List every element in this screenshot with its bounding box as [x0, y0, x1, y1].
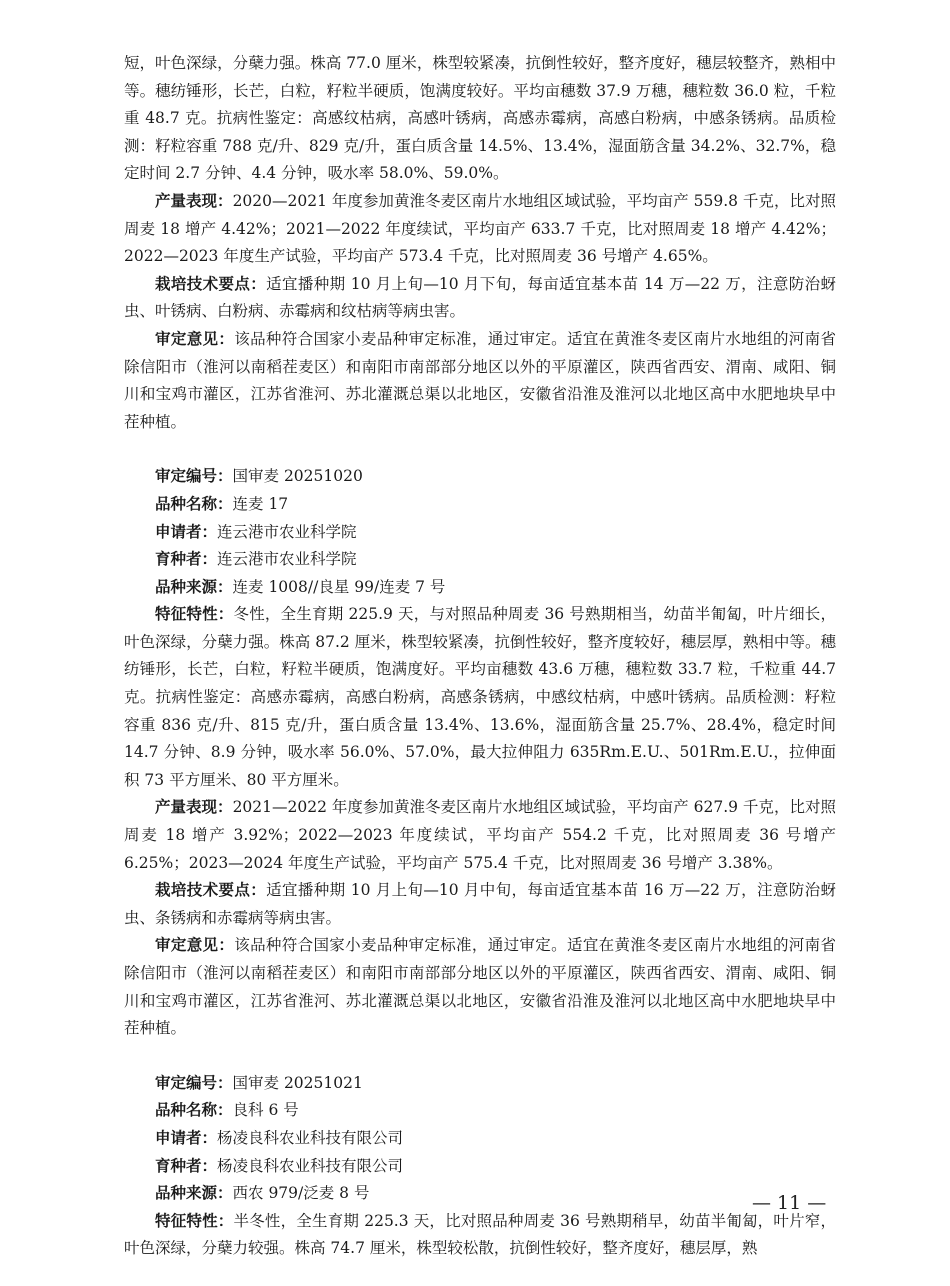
opinion-paragraph	[124, 932, 836, 1042]
source-value: 连麦 1008//良星 99/连麦 7 号	[232, 577, 446, 596]
approval-code-label: 审定编号：	[155, 467, 233, 486]
cultivation-label: 栽培技术要点：	[155, 274, 267, 293]
traits-paragraph	[124, 601, 836, 794]
breeder-value: 杨凌良科农业科技有限公司	[217, 1156, 404, 1175]
opinion-label: 审定意见：	[155, 936, 235, 955]
approval-code-value: 国审麦 20251021	[232, 1073, 363, 1092]
traits-label: 特征特性：	[155, 1211, 234, 1230]
source-label: 品种来源：	[155, 577, 233, 596]
traits-text: 半冬性，全生育期 225.3 天，比对照品种周麦 36 号熟期稍早，幼苗半匍匐，叶片窄，叶色深绿，分蘖力较强。株高 74.7 厘米，株型较松散，抗倒性较好，整齐度好，穗层厚，熟	[124, 1211, 836, 1258]
opinion-text: 该品种符合国家小麦品种审定标准，通过审定。适宜在黄淮冬麦区南片水地组的河南省除信阳市（淮河以南稻茬麦区）和南阳市南部部分地区以外的平原灌区，陕西省西安、渭南、咸阳、铜川和宝鸡市灌区，江苏省淮河、苏北灌溉总渠以北地区，安徽省沿淮及淮河以北地区高中水肥地块早中茬种植。	[124, 936, 836, 1038]
yield-text: 2021—2022 年度参加黄淮冬麦区南片水地组区域试验，平均亩产 627.9 千克，比对照周麦 18 增产 3.92%；2022—2023 年度续试，平均亩产 554.2 千克，比对照周麦 36 号增产 6.25%；2023—2024 年度生产试验，平均亩产 575.4 千克，比对照周麦 36 号增产 3.38%。	[124, 798, 836, 872]
opinion-paragraph	[124, 326, 836, 436]
variety-name-label: 品种名称：	[155, 1101, 233, 1120]
source-value: 西农 979/泛麦 8 号	[232, 1184, 370, 1203]
breeder-label: 育种者：	[155, 1156, 218, 1175]
cultivation-text: 适宜播种期 10 月上旬—10 月中旬，每亩适宜基本苗 16 万—22 万，注意防治蚜虫、条锈病和赤霉病等病虫害。	[124, 881, 836, 927]
approval-code-line	[124, 1070, 836, 1098]
traits-paragraph	[124, 1208, 836, 1263]
cultivation-paragraph	[124, 271, 836, 326]
breeder-value: 连云港市农业科学院	[217, 550, 357, 569]
breeder-line	[124, 1153, 836, 1181]
variety-name-value: 良科 6 号	[232, 1101, 299, 1120]
applicant-label: 申请者：	[155, 522, 218, 541]
breeder-line	[124, 546, 836, 574]
applicant-line	[124, 519, 836, 547]
yield-paragraph	[124, 188, 836, 271]
applicant-value: 连云港市农业科学院	[217, 522, 357, 541]
approval-code-line	[124, 463, 836, 491]
traits-text: 冬性，全生育期 225.9 天，与对照品种周麦 36 号熟期相当，幼苗半匍匐，叶片细长，叶色深绿，分蘖力强。株高 87.2 厘米，株型较紧凑，抗倒性较好，整齐度较好，穗层厚，熟相中等。穗纺锤形，长芒，白粒，籽粒半硬质，饱满度好。平均亩穗数 43.6 万穗，穗粒数 33.7 粒，千粒重 44.7 克。抗病性鉴定：高感赤霉病，高感白粉病，高感条锈病，中感纹枯病，中感叶锈病。品质检测：籽粒容重 836 克/升、815 克/升，蛋白质含量 13.4%、13.6%，湿面筋含量 25.7%、28.4%，稳定时间 14.7 分钟、8.9 分钟，吸水率 56.0%、57.0%，最大拉伸阻力 635Rm.E.U.、501Rm.E.U.，拉伸面积 73 平方厘米、80 平方厘米。	[124, 605, 836, 789]
source-line	[124, 1180, 836, 1208]
opinion-label: 审定意见：	[155, 329, 235, 348]
variety-entry-20251021	[124, 1070, 836, 1263]
variety-name-value: 连麦 17	[232, 494, 289, 513]
applicant-value: 杨凌良科农业科技有限公司	[217, 1128, 404, 1147]
yield-paragraph	[124, 794, 836, 877]
yield-text: 2020—2021 年度参加黄淮冬麦区南片水地组区域试验，平均亩产 559.8 千克，比对照周麦 18 增产 4.42%；2021—2022 年度续试，平均亩产 633.7 千克，比对照周麦 18 增产 4.42%；2022—2023 年度生产试验，平均亩产 573.4 千克，比对照周麦 36 号增产 4.65%。	[124, 191, 836, 266]
applicant-label: 申请者：	[155, 1128, 218, 1147]
approval-code-value: 国审麦 20251020	[232, 467, 363, 486]
cultivation-text: 适宜播种期 10 月上旬—10 月下旬，每亩适宜基本苗 14 万—22 万，注意防治蚜虫、叶锈病、白粉病、赤霉病和纹枯病等病虫害。	[124, 274, 836, 321]
variety-name-line	[124, 491, 836, 519]
cultivation-label: 栽培技术要点：	[155, 881, 267, 900]
yield-label: 产量表现：	[155, 798, 233, 817]
cultivation-paragraph	[124, 877, 836, 932]
yield-label: 产量表现：	[155, 191, 233, 210]
variety-name-line	[124, 1097, 836, 1125]
approval-code-label: 审定编号：	[155, 1073, 233, 1092]
variety-entry-20251020	[124, 463, 836, 1042]
applicant-line	[124, 1125, 836, 1153]
page-number: — 11 —	[752, 1192, 827, 1214]
source-line	[124, 574, 836, 602]
document-page	[124, 50, 836, 1263]
breeder-label: 育种者：	[155, 550, 218, 569]
source-label: 品种来源：	[155, 1184, 233, 1203]
traits-continuation: 短，叶色深绿，分蘖力强。株高 77.0 厘米，株型较紧凑，抗倒性较好，整齐度好，穗层较整齐，熟相中等。穗纺锤形，长芒，白粒，籽粒半硬质，饱满度较好。平均亩穗数 37.9 万穗，穗粒数 36.0 粒，千粒重 48.7 克。抗病性鉴定：高感纹枯病，高感叶锈病，高感赤霉病，高感白粉病，中感条锈病。品质检测：籽粒容重 788 克/升、829 克/升，蛋白质含量 14.5%、13.4%，湿面筋含量 34.2%、32.7%，稳定时间 2.7 分钟、4.4 分钟，吸水率 58.0%、59.0%。	[124, 54, 836, 183]
variety-name-label: 品种名称：	[155, 494, 233, 513]
opinion-text: 该品种符合国家小麦品种审定标准，通过审定。适宜在黄淮冬麦区南片水地组的河南省除信阳市（淮河以南稻茬麦区）和南阳市南部部分地区以外的平原灌区，陕西省西安、渭南、咸阳、铜川和宝鸡市灌区，江苏省淮河、苏北灌溉总渠以北地区，安徽省沿淮及淮河以北地区高中水肥地块早中茬种植。	[124, 329, 836, 431]
traits-label: 特征特性：	[155, 605, 234, 624]
